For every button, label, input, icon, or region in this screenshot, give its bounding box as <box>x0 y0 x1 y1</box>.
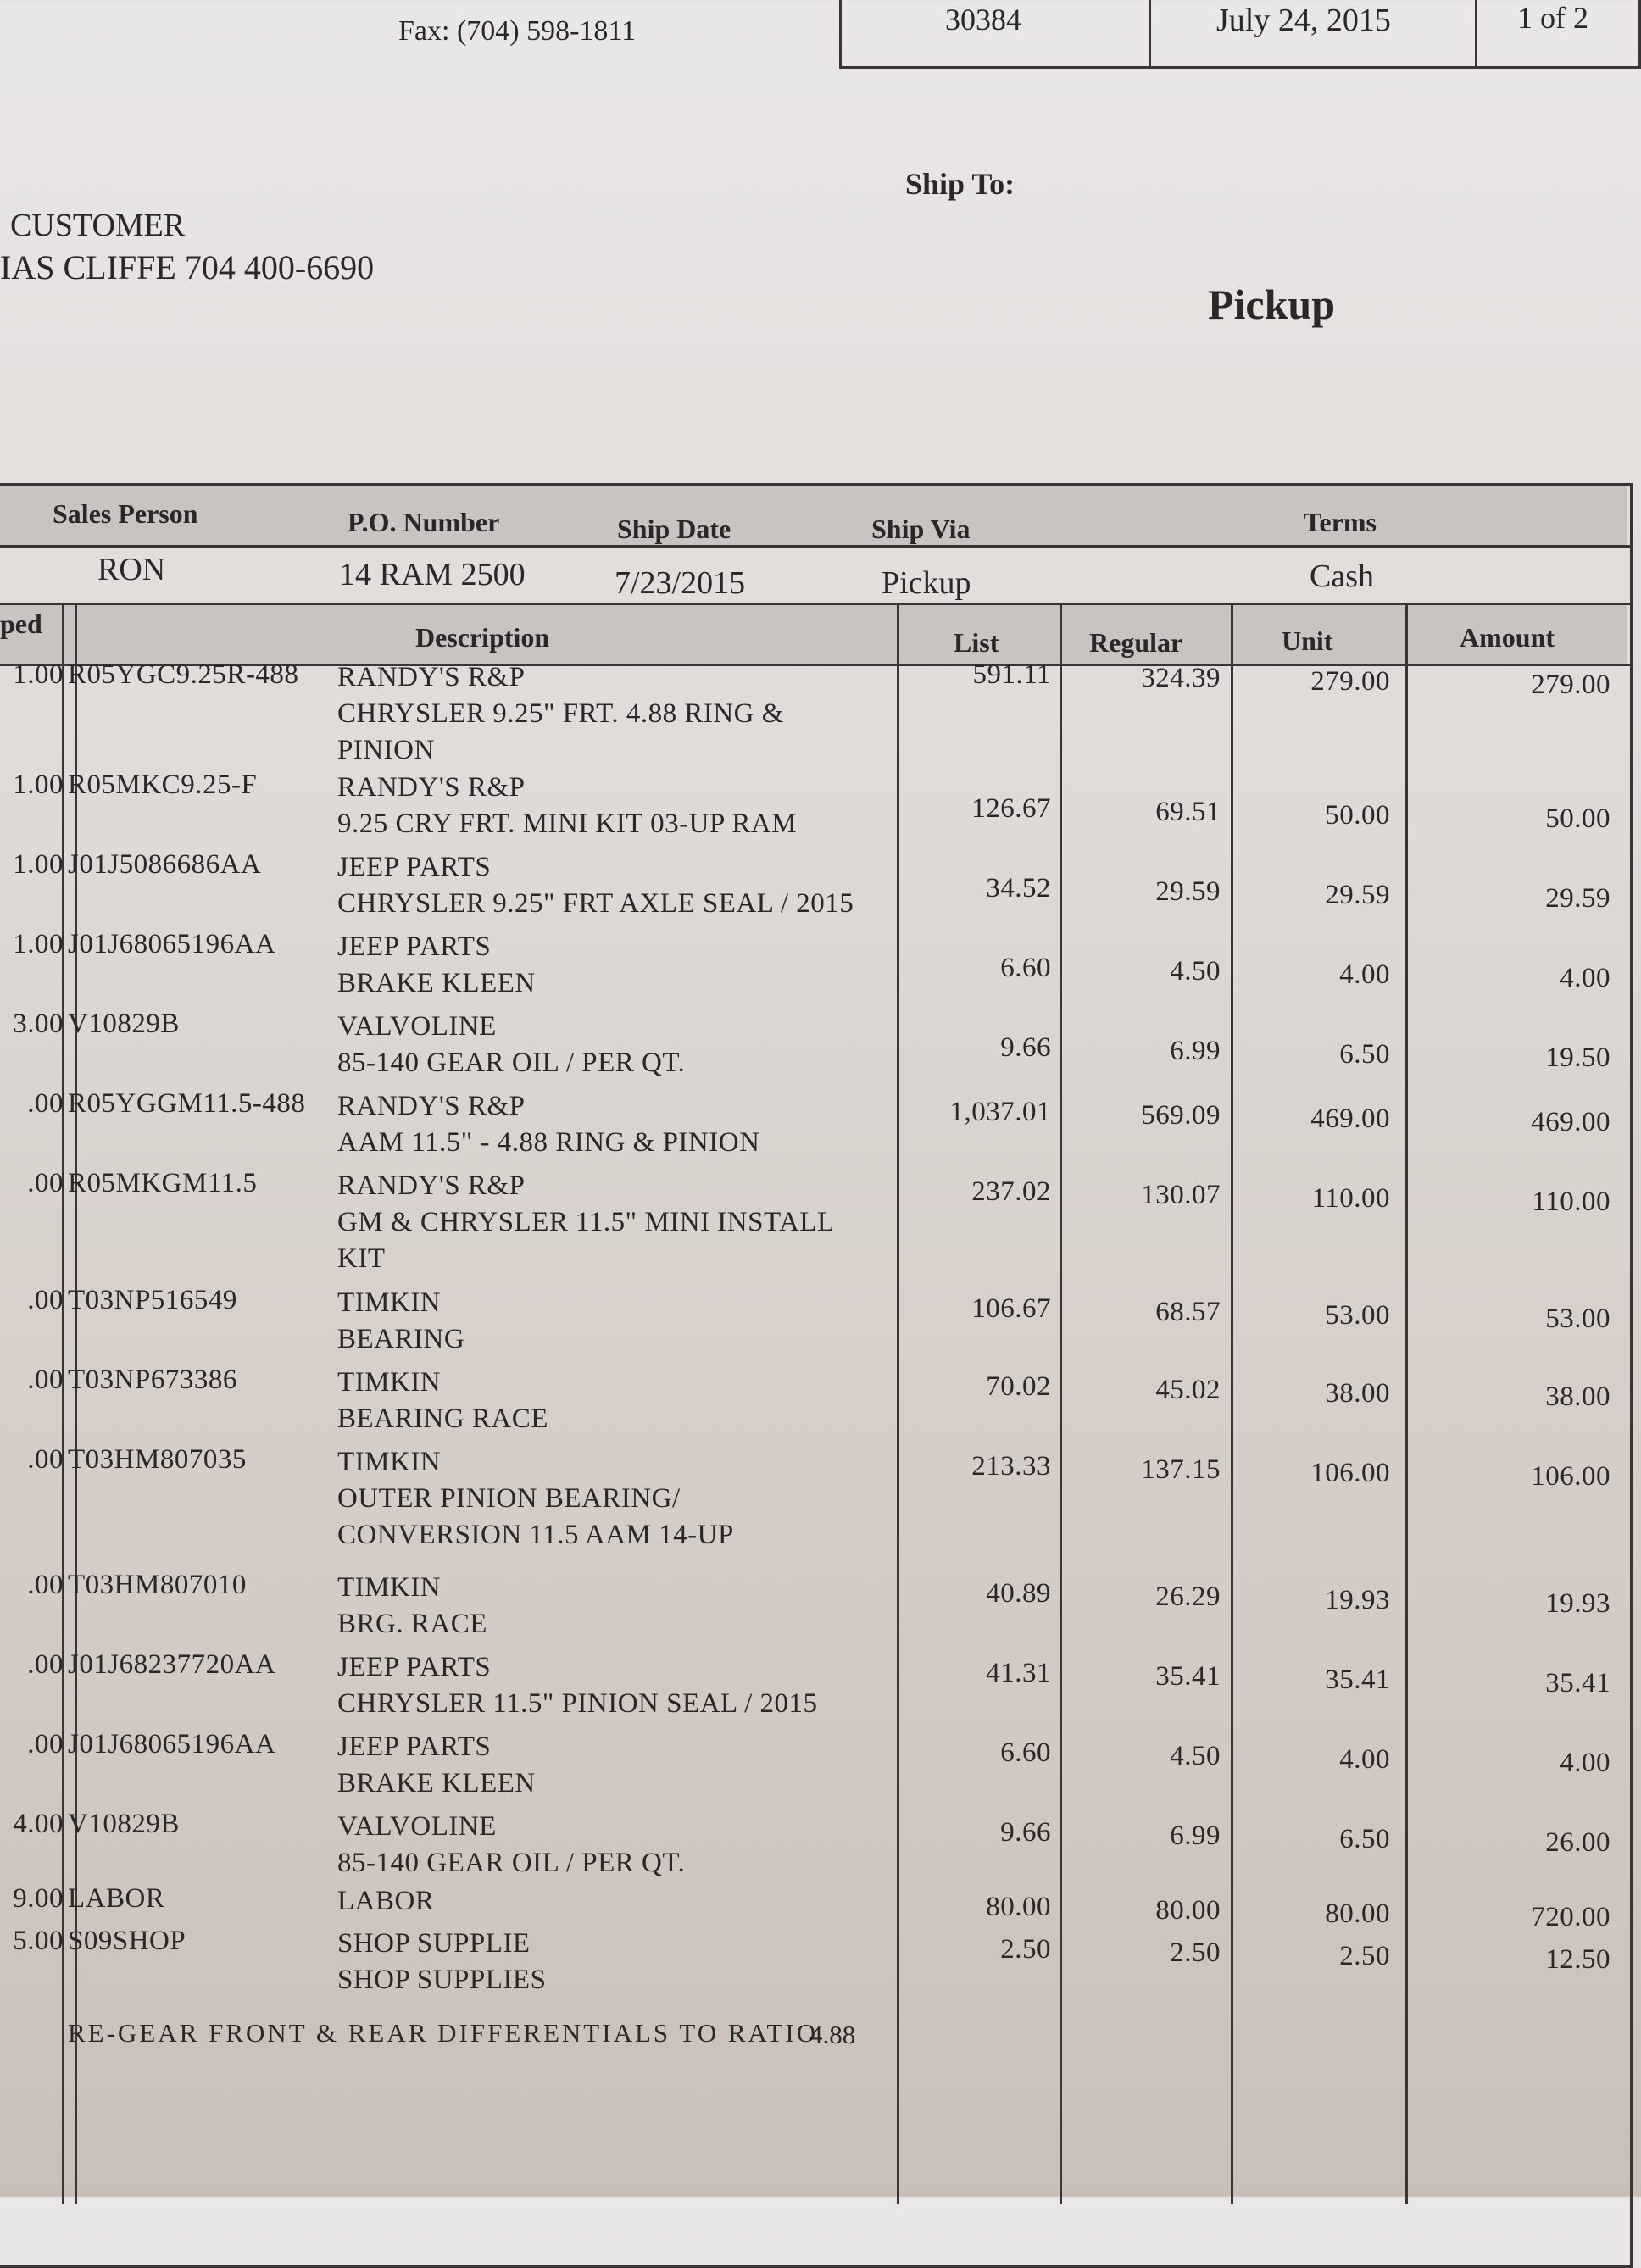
item-quantity: 1.00 <box>13 849 64 880</box>
item-amount: 106.00 <box>1531 1461 1610 1492</box>
item-quantity: 9.00 <box>13 1883 64 1914</box>
item-amount: 29.59 <box>1545 883 1610 914</box>
value-sales-person: RON <box>97 552 166 587</box>
item-description-line: RANDY'S R&P <box>337 772 526 803</box>
item-quantity: .00 <box>27 1285 64 1315</box>
item-description-line: GM & CHRYSLER 11.5" MINI INSTALL <box>337 1207 835 1237</box>
item-description-line: JEEP PARTS <box>337 1652 492 1682</box>
item-quantity: .00 <box>27 1088 64 1119</box>
divider <box>1475 0 1477 66</box>
memo-ratio: 4.88 <box>809 2020 856 2049</box>
item-regular-price: 6.99 <box>1170 1821 1221 1851</box>
item-regular-price: 569.09 <box>1141 1100 1221 1131</box>
item-code: T03HM807035 <box>68 1444 247 1475</box>
divider <box>1231 603 1233 2204</box>
divider <box>0 603 1630 605</box>
table-row <box>0 1570 1641 1639</box>
item-quantity: 1.00 <box>13 929 64 959</box>
item-quantity: 3.00 <box>13 1009 64 1039</box>
item-code: J01J68065196AA <box>68 1729 276 1759</box>
item-list-price: 1,037.01 <box>949 1097 1051 1127</box>
header-terms: Terms <box>1304 507 1377 537</box>
item-description <box>337 1926 546 1998</box>
item-description-line: SHOP SUPPLIE <box>337 1928 531 1959</box>
table-row <box>0 1009 1641 1078</box>
item-description <box>337 1570 487 1643</box>
item-description-line: BRG. RACE <box>337 1609 487 1639</box>
item-code: V10829B <box>68 1009 180 1039</box>
bill-to-line1: CUSTOMER <box>10 208 186 243</box>
item-description <box>337 849 854 922</box>
item-code: T03NP516549 <box>68 1285 237 1315</box>
item-description-line: CHRYSLER 9.25" FRT AXLE SEAL / 2015 <box>337 888 854 919</box>
item-regular-price: 6.99 <box>1170 1036 1221 1066</box>
table-row <box>0 1729 1641 1798</box>
value-terms: Cash <box>1310 559 1374 594</box>
item-unit-price: 110.00 <box>1311 1183 1390 1214</box>
item-regular-price: 69.51 <box>1155 797 1221 827</box>
item-description-line: RANDY'S R&P <box>337 1091 526 1121</box>
item-code: S09SHOP <box>68 1926 186 1956</box>
column-regular: Regular <box>1089 627 1183 658</box>
table-row <box>0 659 1641 765</box>
invoice-number: 30384 <box>945 3 1021 36</box>
item-description-line: LABOR <box>337 1886 435 1916</box>
item-regular-price: 35.41 <box>1155 1661 1221 1692</box>
table-row <box>0 1285 1641 1354</box>
item-description-line: 85-140 GEAR OIL / PER QT. <box>337 1048 686 1078</box>
item-regular-price: 4.50 <box>1170 956 1221 987</box>
item-list-price: 9.66 <box>1000 1032 1051 1063</box>
item-quantity: .00 <box>27 1729 64 1759</box>
item-regular-price: 29.59 <box>1155 876 1221 907</box>
item-description-line: CONVERSION 11.5 AAM 14-UP <box>337 1520 734 1550</box>
item-code: V10829B <box>68 1809 180 1839</box>
item-description-line: OUTER PINION BEARING/ <box>337 1483 681 1514</box>
item-unit-price: 29.59 <box>1325 880 1390 910</box>
table-row <box>0 1168 1641 1274</box>
item-regular-price: 45.02 <box>1155 1375 1221 1405</box>
item-amount: 12.50 <box>1545 1944 1610 1975</box>
item-amount: 19.50 <box>1545 1042 1610 1073</box>
item-code: J01J68065196AA <box>68 929 276 959</box>
item-quantity: .00 <box>27 1570 64 1600</box>
item-description-line: CHRYSLER 9.25" FRT. 4.88 RING & <box>337 698 784 729</box>
divider <box>1405 603 1408 2204</box>
item-regular-price: 324.39 <box>1141 663 1221 693</box>
item-regular-price: 68.57 <box>1155 1297 1221 1327</box>
item-description-line: TIMKIN <box>337 1287 442 1318</box>
item-unit-price: 53.00 <box>1325 1300 1390 1331</box>
table-row <box>0 1883 1641 1932</box>
item-list-price: 41.31 <box>986 1658 1051 1688</box>
divider <box>62 603 64 2204</box>
ship-to-value: Pickup <box>1208 281 1336 328</box>
item-unit-price: 6.50 <box>1339 1824 1390 1854</box>
item-description-line: PINION <box>337 735 435 765</box>
item-list-price: 9.66 <box>1000 1817 1051 1848</box>
item-amount: 110.00 <box>1532 1187 1610 1217</box>
item-unit-price: 4.00 <box>1339 1744 1390 1775</box>
item-description-line: SHOP SUPPLIES <box>337 1965 547 1995</box>
item-quantity: 1.00 <box>13 770 64 800</box>
item-code: R05MKC9.25-F <box>68 770 258 800</box>
item-amount: 4.00 <box>1560 1748 1610 1778</box>
item-description <box>337 1009 685 1081</box>
fax-number: Fax: (704) 598-1811 <box>398 15 637 47</box>
item-description-line: CHRYSLER 11.5" PINION SEAL / 2015 <box>337 1688 818 1719</box>
item-description <box>337 1809 685 1882</box>
item-regular-price: 80.00 <box>1155 1895 1221 1926</box>
item-unit-price: 50.00 <box>1325 800 1390 831</box>
divider <box>1060 603 1062 2204</box>
value-ship-via: Pickup <box>882 565 971 601</box>
item-code: J01J68237720AA <box>68 1649 276 1680</box>
column-list: List <box>954 627 999 658</box>
table-row <box>0 1088 1641 1158</box>
item-description-line: TIMKIN <box>337 1447 442 1477</box>
item-description-line: RANDY'S R&P <box>337 662 526 692</box>
item-unit-price: 279.00 <box>1310 666 1390 697</box>
item-description-line: BRAKE KLEEN <box>337 968 536 998</box>
item-list-price: 70.02 <box>986 1371 1051 1402</box>
item-quantity: .00 <box>27 1444 64 1475</box>
item-regular-price: 137.15 <box>1141 1454 1221 1485</box>
item-description <box>337 929 536 1002</box>
item-list-price: 34.52 <box>986 873 1051 903</box>
item-unit-price: 6.50 <box>1339 1039 1390 1070</box>
table-row <box>0 1365 1641 1434</box>
item-description <box>337 659 784 769</box>
item-code: T03HM807010 <box>68 1570 247 1600</box>
item-code: R05MKGM11.5 <box>68 1168 258 1198</box>
item-list-price: 80.00 <box>986 1892 1051 1922</box>
item-regular-price: 130.07 <box>1141 1180 1221 1210</box>
item-amount: 19.93 <box>1545 1588 1610 1619</box>
item-quantity: .00 <box>27 1365 64 1395</box>
item-code: J01J5086686AA <box>68 849 262 880</box>
table-row <box>0 1444 1641 1550</box>
item-list-price: 6.60 <box>1000 1737 1051 1768</box>
item-description <box>337 1088 759 1161</box>
item-amount: 35.41 <box>1545 1668 1610 1698</box>
item-description <box>337 1444 734 1554</box>
item-list-price: 213.33 <box>971 1451 1051 1481</box>
item-unit-price: 2.50 <box>1339 1941 1390 1971</box>
divider <box>75 603 77 2204</box>
item-unit-price: 38.00 <box>1325 1378 1390 1409</box>
item-description <box>337 770 797 842</box>
item-description-line: TIMKIN <box>337 1367 442 1398</box>
item-quantity: .00 <box>27 1168 64 1198</box>
item-description-line: VALVOLINE <box>337 1011 497 1042</box>
table-row <box>0 770 1641 839</box>
item-description-line: AAM 11.5" - 4.88 RING & PINION <box>337 1127 760 1158</box>
item-regular-price: 4.50 <box>1170 1741 1221 1771</box>
header-po-number: P.O. Number <box>348 507 500 537</box>
item-description-line: JEEP PARTS <box>337 1732 492 1762</box>
item-description-line: 85-140 GEAR OIL / PER QT. <box>337 1848 686 1878</box>
column-shipped: ped <box>0 609 42 639</box>
item-list-price: 40.89 <box>986 1578 1051 1609</box>
item-amount: 26.00 <box>1545 1827 1610 1858</box>
item-list-price: 126.67 <box>971 793 1051 824</box>
item-code: T03NP673386 <box>68 1365 237 1395</box>
item-amount: 279.00 <box>1531 670 1610 700</box>
item-description <box>337 1168 835 1277</box>
item-list-price: 6.60 <box>1000 953 1051 983</box>
divider <box>1149 0 1151 66</box>
item-description <box>337 1649 818 1722</box>
item-description-line: VALVOLINE <box>337 1811 497 1842</box>
value-ship-date: 7/23/2015 <box>615 565 746 601</box>
item-code: LABOR <box>68 1883 165 1914</box>
item-quantity: .00 <box>27 1649 64 1680</box>
item-amount: 50.00 <box>1545 803 1610 834</box>
divider <box>0 545 1630 548</box>
item-list-price: 106.67 <box>971 1293 1051 1324</box>
line-items-table <box>0 483 1633 2268</box>
item-amount: 720.00 <box>1531 1902 1610 1932</box>
table-row <box>0 849 1641 919</box>
item-description <box>337 1883 434 1920</box>
item-description-line: BEARING RACE <box>337 1404 548 1434</box>
column-amount: Amount <box>1460 622 1555 653</box>
item-amount: 469.00 <box>1531 1107 1610 1137</box>
item-description <box>337 1729 536 1802</box>
item-description <box>337 1285 464 1358</box>
table-row <box>0 1649 1641 1719</box>
memo-note: RE-GEAR FRONT & REAR DIFFERENTIALS TO RATIO <box>68 2018 819 2048</box>
value-po-number: 14 RAM 2500 <box>339 557 526 592</box>
item-quantity: 5.00 <box>13 1926 64 1956</box>
table-row <box>0 1926 1641 1995</box>
ship-to-label: Ship To: <box>905 167 1015 201</box>
item-unit-price: 80.00 <box>1325 1898 1390 1929</box>
invoice-date: July 24, 2015 <box>1216 3 1391 38</box>
item-list-price: 2.50 <box>1000 1934 1051 1965</box>
item-code: R05YGC9.25R-488 <box>68 659 299 690</box>
item-unit-price: 469.00 <box>1310 1103 1390 1134</box>
table-row <box>0 1809 1641 1878</box>
item-description-line: BRAKE KLEEN <box>337 1768 536 1798</box>
item-description-line: KIT <box>337 1243 386 1274</box>
header-sales-person: Sales Person <box>53 498 198 529</box>
item-quantity: 1.00 <box>13 659 64 690</box>
item-quantity: 4.00 <box>13 1809 64 1839</box>
item-description-line: 9.25 CRY FRT. MINI KIT 03-UP RAM <box>337 809 798 839</box>
item-description-line: BEARING <box>337 1324 465 1354</box>
item-unit-price: 106.00 <box>1310 1458 1390 1488</box>
table-row <box>0 929 1641 998</box>
header-ship-via: Ship Via <box>871 514 971 544</box>
item-description <box>337 1365 548 1437</box>
page-number: 1 of 2 <box>1517 1 1588 35</box>
item-amount: 53.00 <box>1545 1304 1610 1334</box>
item-description-line: JEEP PARTS <box>337 931 492 962</box>
column-unit: Unit <box>1282 625 1333 656</box>
item-regular-price: 2.50 <box>1170 1937 1221 1968</box>
item-list-price: 591.11 <box>972 659 1051 690</box>
item-description-line: JEEP PARTS <box>337 852 492 882</box>
item-unit-price: 35.41 <box>1325 1665 1390 1695</box>
item-regular-price: 26.29 <box>1155 1581 1221 1612</box>
item-description-line: RANDY'S R&P <box>337 1170 526 1201</box>
item-list-price: 237.02 <box>971 1176 1051 1207</box>
item-unit-price: 19.93 <box>1325 1585 1390 1615</box>
item-description-line: TIMKIN <box>337 1572 442 1603</box>
item-unit-price: 4.00 <box>1339 959 1390 990</box>
item-amount: 38.00 <box>1545 1381 1610 1412</box>
bill-to-line2: IAS CLIFFE 704 400-6690 <box>0 248 375 286</box>
item-amount: 4.00 <box>1560 963 1610 993</box>
item-code: R05YGGM11.5-488 <box>68 1088 306 1119</box>
column-description: Description <box>415 622 550 653</box>
header-ship-date: Ship Date <box>617 514 731 544</box>
